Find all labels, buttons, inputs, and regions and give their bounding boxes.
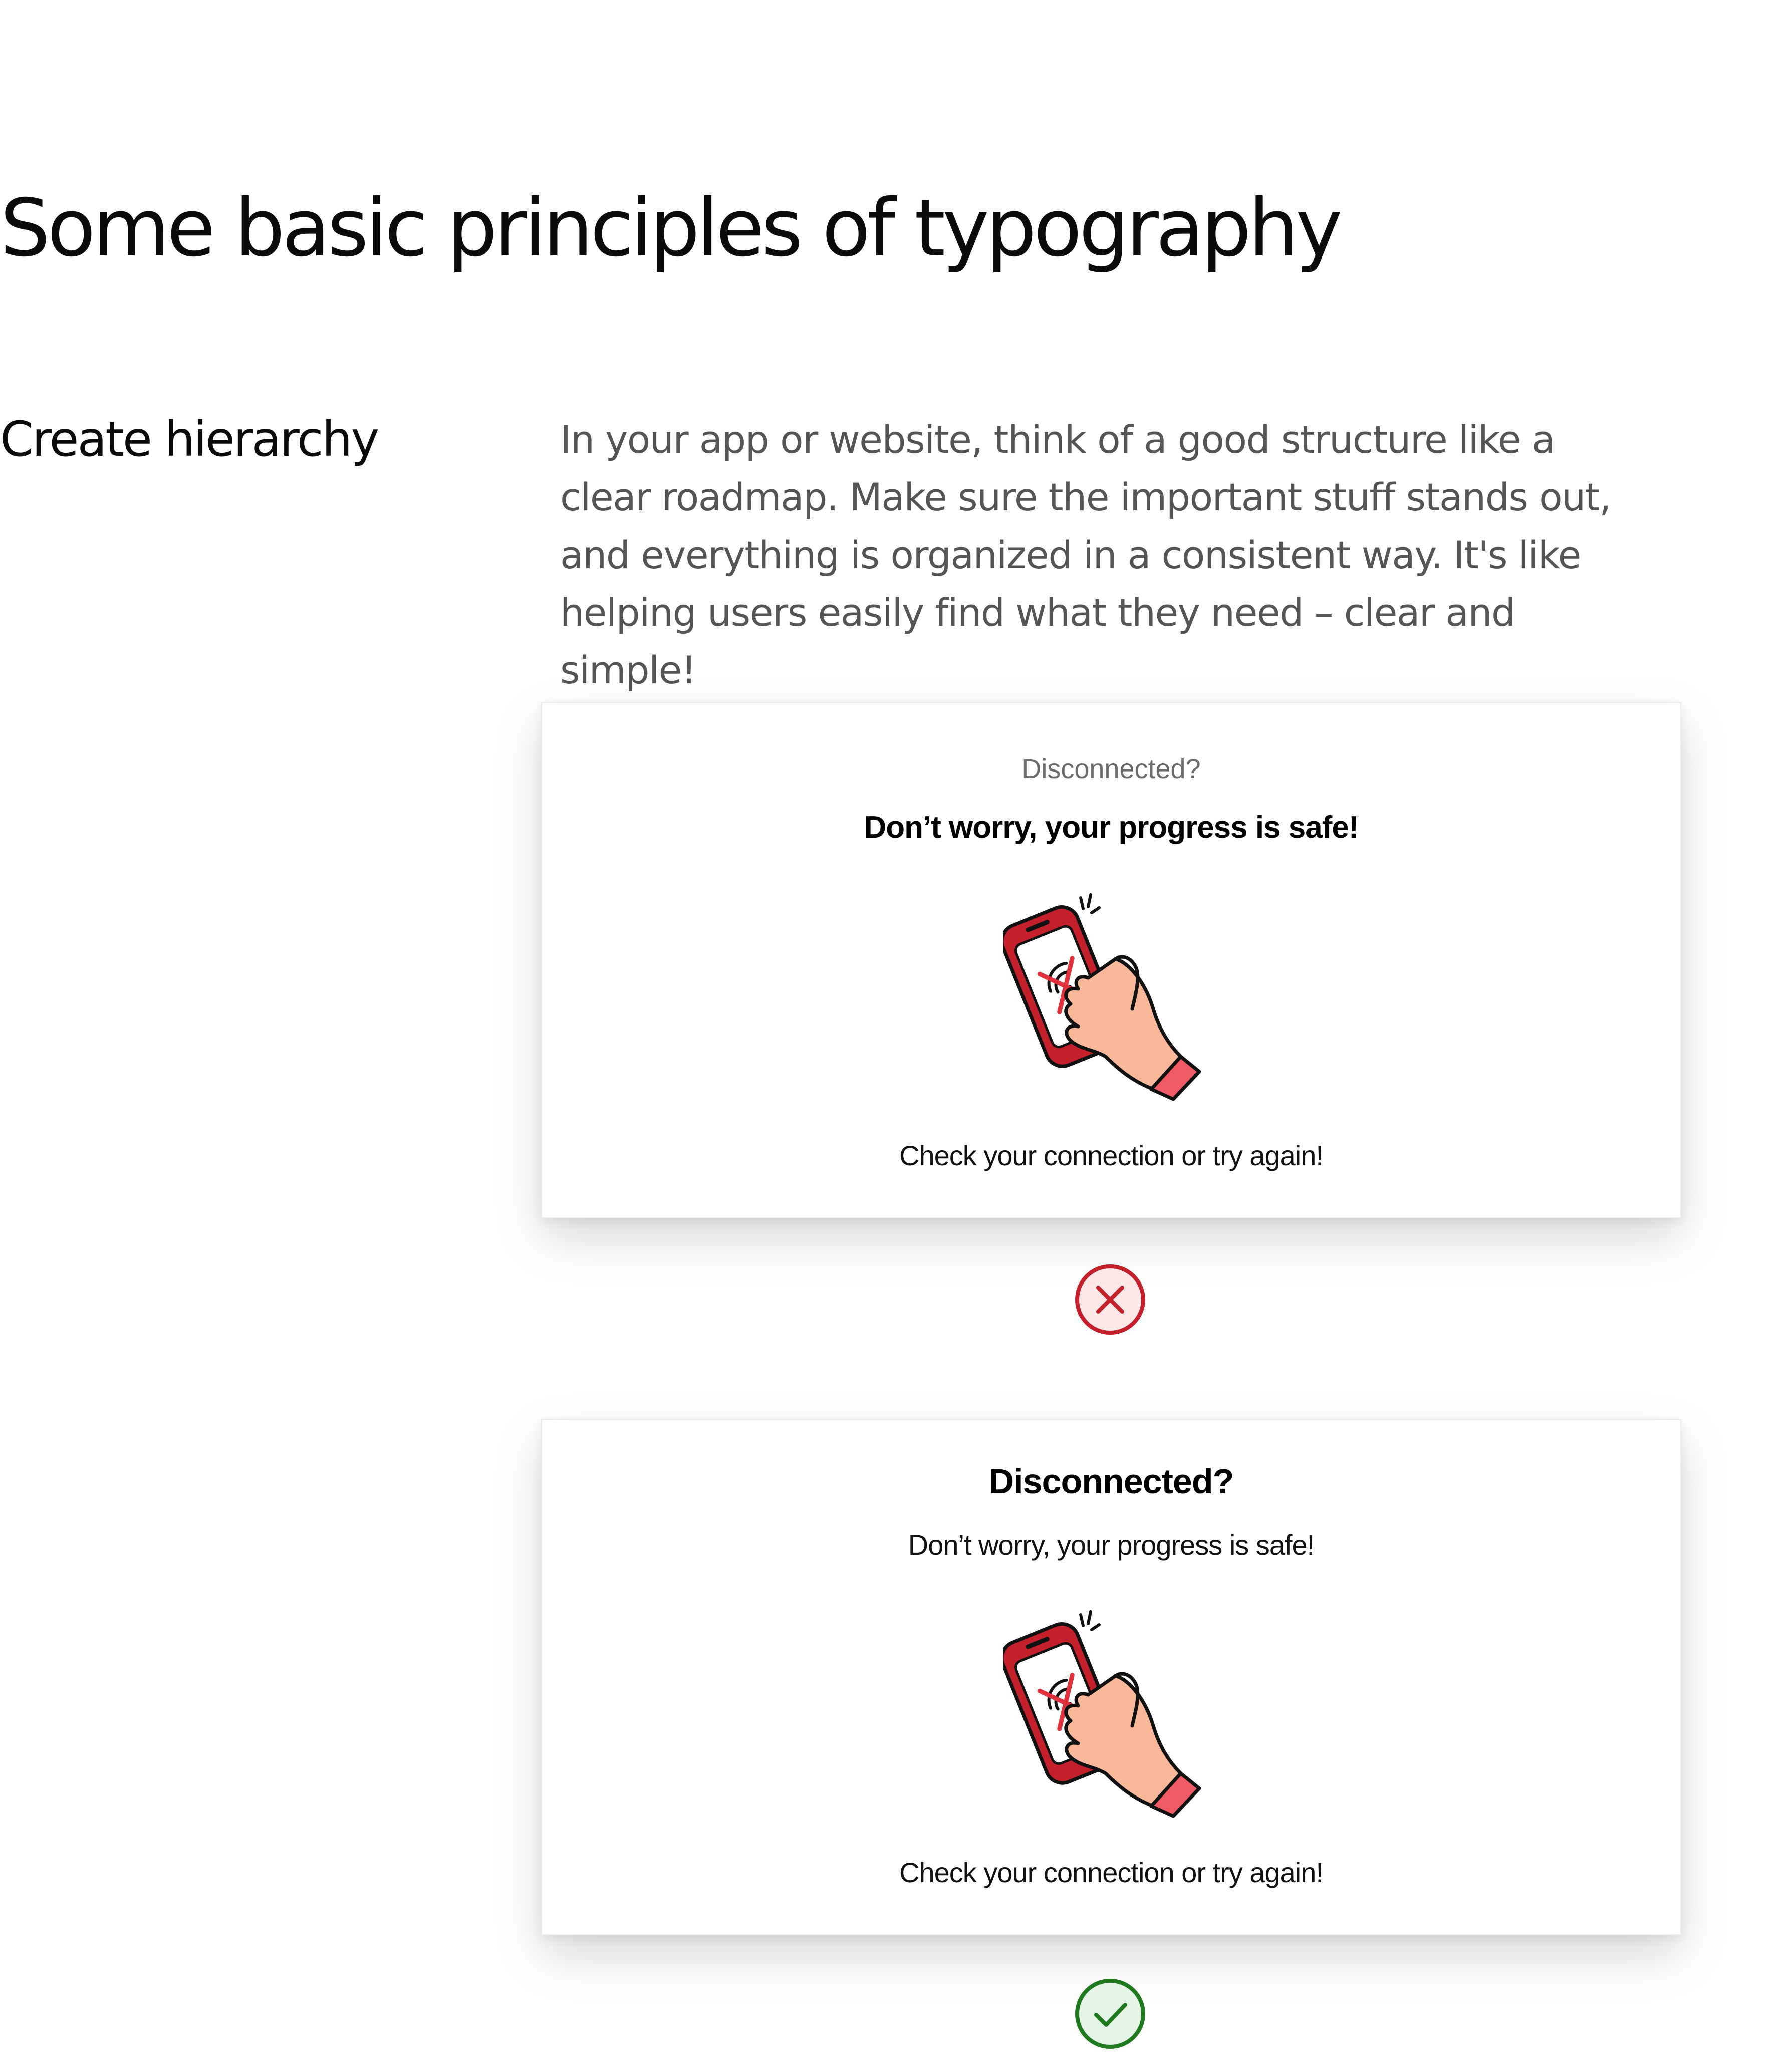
section-body-text: In your app or website, think of a good structure like a clear roadmap. Make sure the important stuff stands out, and everything is organized in a consistent way. It's like helping users easily find what they need – clear and simple!: [560, 417, 1611, 692]
card-footer-text: Check your connection or try again!: [899, 1140, 1323, 1171]
card-footer-text: Check your connection or try again!: [899, 1857, 1323, 1888]
page-title: Some basic principles of typography: [0, 182, 1340, 275]
card-sub-text: Don’t worry, your progress is safe!: [908, 1529, 1315, 1561]
example-card-good: [541, 1419, 1681, 1935]
close-circle-icon: [1074, 1263, 1146, 1336]
section-heading: Create hierarchy: [0, 411, 378, 467]
check-circle-icon: [1074, 1978, 1146, 2050]
hand-holding-phone-no-wifi-icon: [1003, 1601, 1218, 1821]
card-main-text: Disconnected?: [988, 1462, 1234, 1501]
hand-holding-phone-no-wifi-icon: [1003, 884, 1218, 1104]
card-main-text: Don’t worry, your progress is safe!: [864, 810, 1359, 845]
card-top-text: Disconnected?: [1021, 754, 1201, 784]
example-card-bad: [541, 702, 1681, 1218]
